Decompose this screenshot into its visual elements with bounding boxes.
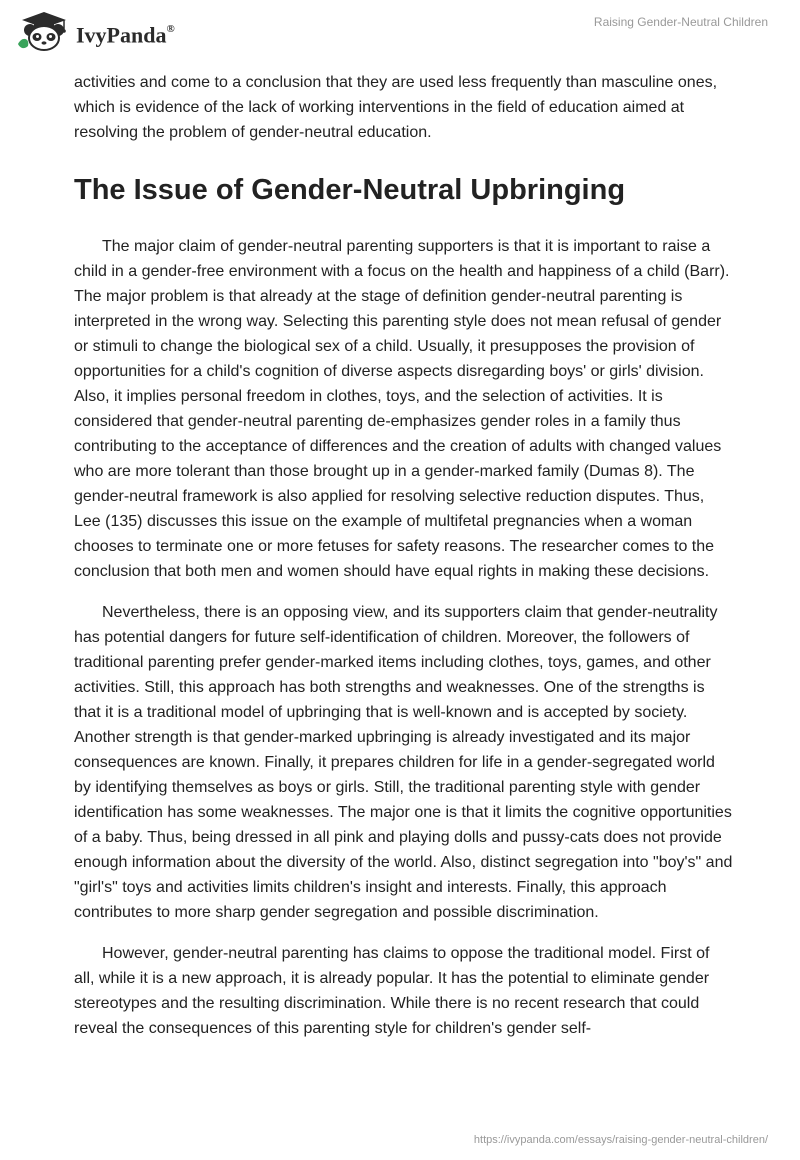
document-title: Raising Gender-Neutral Children [593,15,768,29]
section-heading: The Issue of Gender-Neutral Upbringing [74,174,626,206]
essay-content [74,70,734,1041]
brand-text: IvyPanda [76,22,167,48]
source-url[interactable]: https://ivypanda.com/essays/raising-gender-neutral-children/ [473,1134,768,1146]
panda-logo-icon[interactable] [14,8,74,52]
body-paragraph: Nevertheless, there is an opposing view, and its supporters claim that gender-neutrality has potential dangers for future self-identification of children. Moreover, the followers of traditional parenting prefer gender-marked items including clothes, toys, games, and other activities. Still, this approach has both strengths and weaknesses. One of the strengths is that it is a traditional model of upbringing that is well-known and is accepted by society. Another strength is that gender-marked upbringing is already investigated and its major consequences are known. Finally, it prepares children for life in a gender-segregated world by identifying themselves as boys or girls. Still, the traditional parenting style with gender identification has some weaknesses. The major one is that it limits the cognitive opportunities of a baby. Thus, being dressed in all pink and playing dolls and pussy-cats does not provide enough information about the diversity of the world. Also, distinct segregation into "boy's" and "girl's" toys and activities limits children's insight and interests. Finally, this approach contributes to more sharp gender segregation and possible discrimination. [74,604,733,921]
brand-name[interactable] [76,18,175,48]
trademark-symbol: ® [166,23,175,35]
body-paragraph: The major claim of gender-neutral parenting supporters is that it is important to raise a child in a gender-free environment with a focus on the health and happiness of a child (Barr). The major problem is that already at the stage of definition gender-neutral parenting is interpreted in the wrong way. Selecting this parenting style does not mean refusal of gender or stimuli to change the biological sex of a child. Usually, it presupposes the provision of opportunities for a child's cognition of diverse aspects disregarding boys' or girls' division. Also, it implies personal freedom in clothes, toys, and the selection of activities. It is considered that gender-neutral parenting de-emphasizes gender roles in a family thus contributing to the acceptance of differences and the creation of adults with changed values who are more tolerant than those brought up in a gender-marked family (Dumas 8). The gender-neutral framework is also applied for resolving selective reduction disputes. Thus, Lee (135) discusses this issue on the example of multifetal pregnancies when a woman chooses to terminate one or more fetuses for safety reasons. The researcher comes to the conclusion that both men and women should have equal rights in making these decisions. [74,238,730,580]
body-paragraph: However, gender-neutral parenting has claims to oppose the traditional model. First of all, while it is a new approach, it is already popular. It has the potential to eliminate gender stereotypes and the resulting discrimination. While there is no recent research that could reveal the consequences of this parenting style for children's gender self- [74,945,710,1037]
intro-paragraph: activities and come to a conclusion that they are used less frequently than masculine ones, which is evidence of the lack of working interventions in the field of education aimed at resolving the problem of gender-neutral education. [74,74,718,141]
page-header [0,0,800,62]
